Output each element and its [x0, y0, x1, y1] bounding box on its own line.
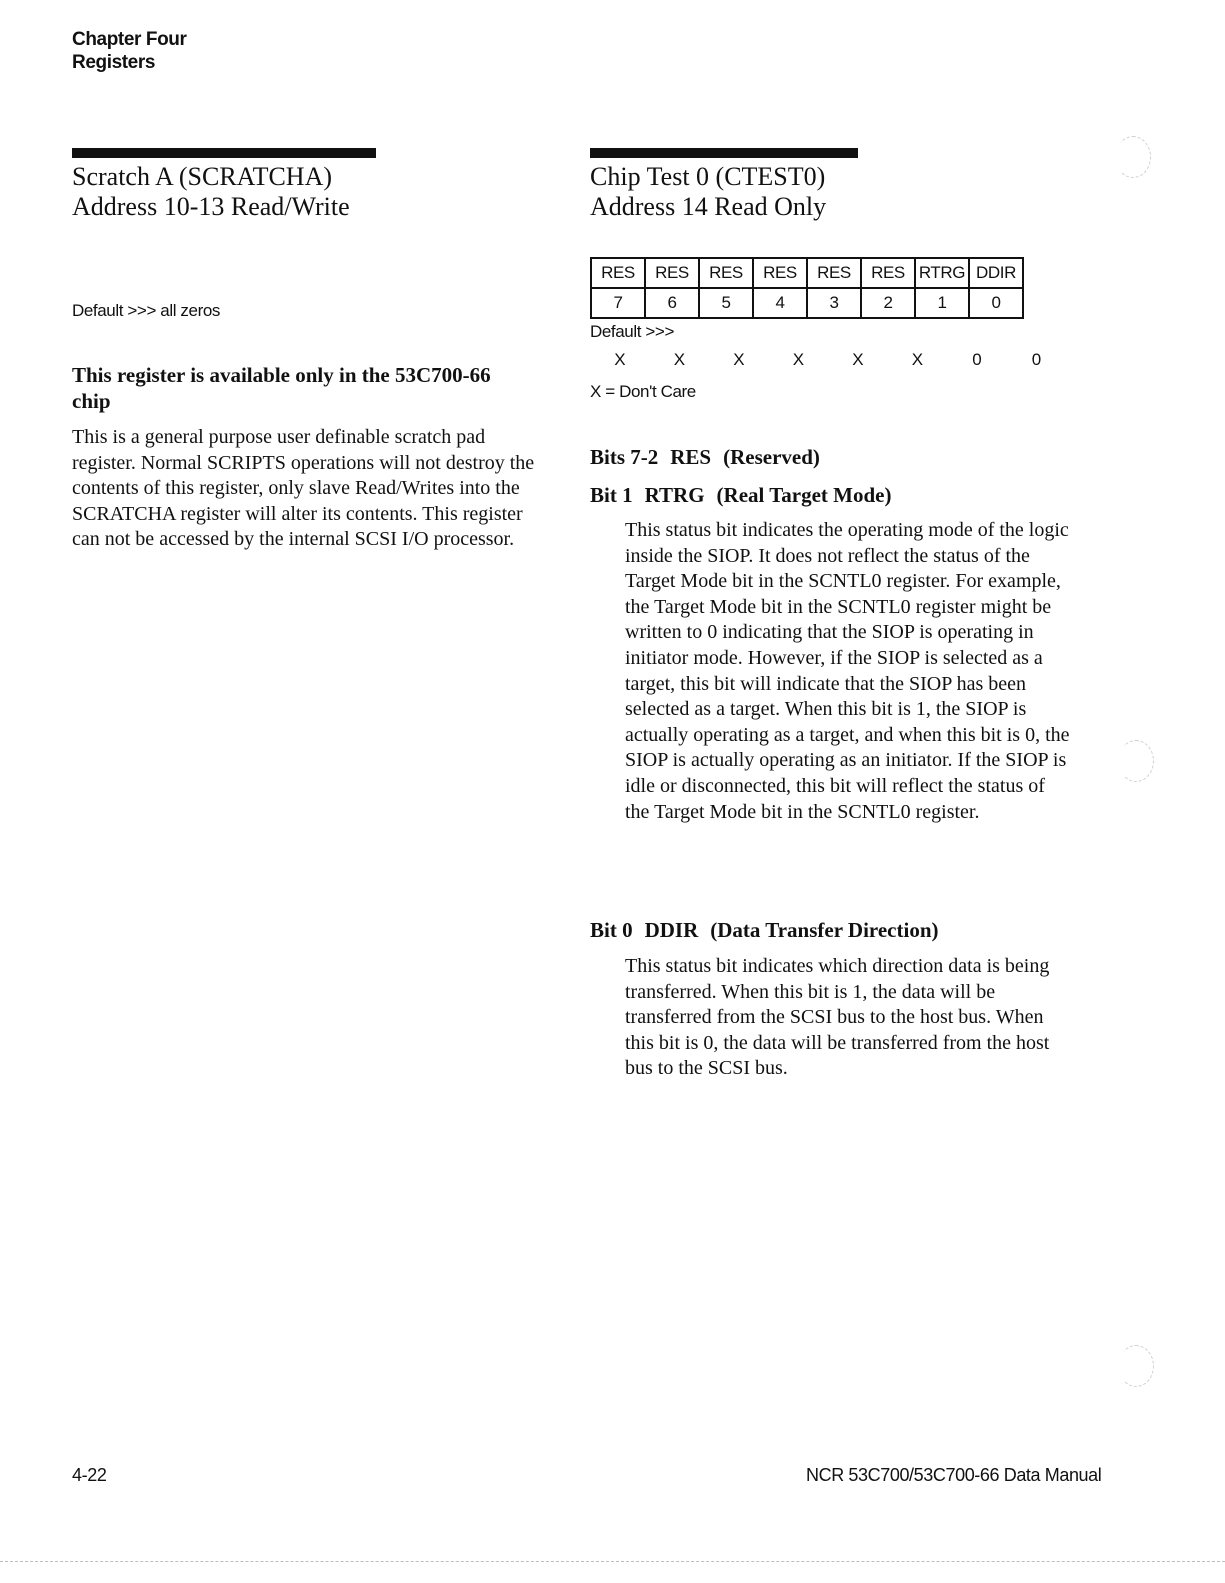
scratcha-default: Default >>> all zeros [72, 301, 220, 320]
bit-desc: (Data Transfer Direction) [710, 918, 939, 942]
scan-edge-decoration [0, 1561, 1225, 1562]
default-value: X [673, 350, 685, 369]
bit-name-cell: RES [753, 258, 807, 288]
bits-7-2-heading [590, 444, 820, 470]
section-rule-left [72, 148, 376, 158]
bit-desc: (Real Target Mode) [716, 483, 892, 507]
scratcha-title: Scratch A (SCRATCHA) [72, 162, 332, 191]
default-value: 0 [972, 350, 982, 369]
ctest0-title: Chip Test 0 (CTEST0) [590, 162, 826, 191]
bit-label: Bits 7-2 [590, 445, 659, 469]
bit-number-cell: 4 [753, 288, 807, 318]
bit-name-cell: RES [861, 258, 915, 288]
default-value: X [792, 350, 804, 369]
bit-number-cell: 3 [807, 288, 861, 318]
ctest0-bit-table [590, 257, 1024, 319]
bit-label: Bit 0 [590, 918, 633, 942]
scan-mark-decoration [1118, 740, 1154, 782]
bit-1-description: This status bit indicates the operating mode of the logic inside the SIOP. It does not reflect the status of the Target Mode bit in the SCNTL0 register. For example, the Target Mode bit in the SCNTL0 register might be written to 0 indicating that the SIOP is operating in initiator mode. However, if the SIOP is selected as a target, this bit will indicate that the SIOP has been selected as a target. When this bit is 1, the SIOP is actually operating as a target, and when this bit is 0, the SIOP is actually operating as an initiator. If the SIOP is idle or disconnected, this bit will reflect the status of the Target Mode bit in the SCNTL0 register. [625, 519, 1070, 823]
bit-0-heading [590, 917, 939, 943]
bit-number-cell: 6 [645, 288, 699, 318]
bit-number-cell: 1 [915, 288, 969, 318]
chapter-label: Chapter Four [72, 29, 187, 50]
ctest0-address: Address 14 Read Only [590, 192, 827, 221]
bit-number-cell: 2 [861, 288, 915, 318]
default-value: X [733, 350, 745, 369]
default-value: 0 [1031, 350, 1041, 369]
ctest0-default-values [590, 350, 1070, 370]
section-rule-right [590, 148, 858, 158]
section-label: Registers [72, 52, 155, 73]
bit-number-cell: 7 [591, 288, 645, 318]
bit-number-cell: 0 [969, 288, 1023, 318]
scratcha-description: This is a general purpose user definable scratch pad register. Normal SCRIPTS operations will not destroy the contents of this register, only slave Read/Writes into the SCRATCHA register will alter its contents. This register can not be accessed by the internal SCSI I/O processor. [72, 426, 535, 551]
bit-name-cell: RES [807, 258, 861, 288]
default-value: X [911, 350, 923, 369]
bit-name-cell: DDIR [969, 258, 1023, 288]
bit-name: RTRG [644, 483, 705, 507]
page-number: 4-22 [72, 1465, 107, 1485]
bit-name-cell: RES [591, 258, 645, 288]
scan-mark-decoration [1118, 1345, 1154, 1387]
bit-label: Bit 1 [590, 483, 633, 507]
scratcha-address: Address 10-13 Read/Write [72, 192, 350, 221]
scan-mark-decoration [1115, 136, 1151, 178]
bit-name-cell: RES [699, 258, 753, 288]
bit-1-heading [590, 482, 892, 508]
bit-number-cell: 5 [699, 288, 753, 318]
bit-name-row [591, 258, 1023, 288]
availability-note: This register is available only in the 53C700-66 chip [72, 363, 491, 413]
bit-name: RES [670, 445, 712, 469]
running-header [72, 28, 186, 74]
ctest0-default-label: Default >>> [590, 322, 674, 341]
bit-name-cell: RES [645, 258, 699, 288]
manual-title: NCR 53C700/53C700-66 Data Manual [806, 1465, 1102, 1485]
bit-number-row [591, 288, 1023, 318]
bit-desc: (Reserved) [723, 445, 820, 469]
default-value: X [852, 350, 864, 369]
dont-care-legend: X = Don't Care [590, 382, 696, 401]
bit-0-description: This status bit indicates which direction data is being transferred. When this bit is 1, the data will be transferred from the SCSI bus to the host bus. When this bit is 0, the data will be transferred from the host bus to the SCSI bus. [625, 955, 1050, 1080]
bit-name: DDIR [644, 918, 699, 942]
bit-name-cell: RTRG [915, 258, 969, 288]
default-value: X [614, 350, 626, 369]
